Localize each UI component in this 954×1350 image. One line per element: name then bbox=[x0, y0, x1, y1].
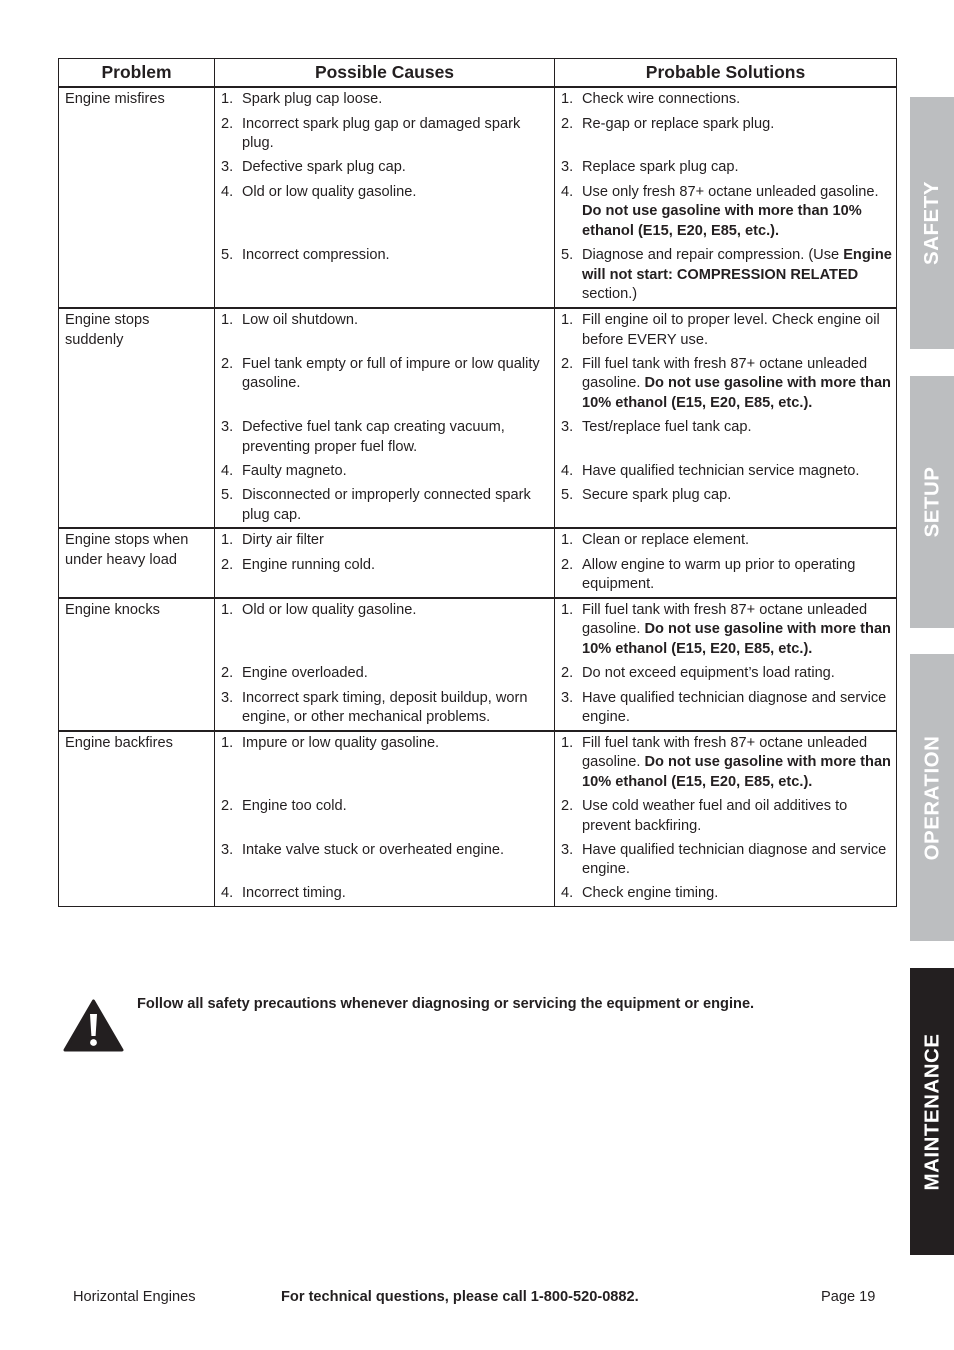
footer-manual-title: Horizontal Engines bbox=[73, 1289, 196, 1305]
causes-cell bbox=[215, 598, 555, 731]
solution-segment: Have qualified technician service magneto. bbox=[582, 462, 860, 479]
table-row bbox=[59, 598, 897, 731]
solutions-cell bbox=[555, 731, 897, 907]
solution-number: 1. bbox=[561, 91, 574, 107]
solution-number: 3. bbox=[561, 159, 574, 175]
cause-text: Defective fuel tank cap creating vacuum, preventing proper fuel flow. bbox=[242, 419, 505, 455]
warning-triangle-icon bbox=[63, 999, 124, 1052]
solution-text bbox=[582, 556, 892, 595]
solution-number: 2. bbox=[561, 115, 574, 132]
cause-text: Engine overloaded. bbox=[242, 665, 368, 681]
solution-text bbox=[582, 246, 892, 305]
solution-segment: Use only fresh 87+ octane unleaded gasoline. bbox=[582, 183, 879, 200]
solution-segment: Fill engine oil to proper level. Check engine oil before EVERY use. bbox=[582, 312, 880, 348]
cause-item bbox=[221, 355, 550, 414]
cause-text: Spark plug cap loose. bbox=[242, 91, 383, 107]
cause-number: 5. bbox=[221, 247, 234, 263]
table-row bbox=[59, 731, 897, 907]
solution-segment: Re-gap or replace spark plug. bbox=[582, 115, 775, 132]
cause-number: 2. bbox=[221, 665, 234, 681]
table-row bbox=[59, 87, 897, 308]
footer-support-phone: For technical questions, please call 1-800-520-0882. bbox=[281, 1289, 639, 1305]
solution-number: 1. bbox=[561, 532, 574, 548]
solution-number: 2. bbox=[561, 665, 574, 681]
cause-text: Engine running cold. bbox=[242, 556, 376, 573]
solution-text bbox=[582, 531, 892, 551]
cause-item bbox=[221, 689, 550, 728]
cause-number: 2. bbox=[221, 556, 234, 573]
solution-item bbox=[561, 115, 892, 154]
solution-text bbox=[582, 841, 892, 880]
problem-cell: Engine stops when under heavy load bbox=[59, 528, 215, 598]
solution-item bbox=[561, 797, 892, 836]
cause-number: 1. bbox=[221, 532, 234, 548]
cause-text: Faulty magneto. bbox=[242, 462, 347, 479]
troubleshooting-table bbox=[58, 58, 897, 907]
solution-item bbox=[561, 90, 892, 110]
cause-number: 3. bbox=[221, 419, 234, 435]
cause-item bbox=[221, 531, 550, 551]
header-possible-causes: Possible Causes bbox=[215, 59, 555, 88]
solution-item bbox=[561, 158, 892, 178]
solution-segment: Have qualified technician diagnose and service engine. bbox=[582, 841, 887, 877]
solution-item bbox=[561, 355, 892, 414]
solution-number: 2. bbox=[561, 798, 574, 814]
cause-text: Dirty air filter bbox=[242, 532, 324, 548]
cause-item bbox=[221, 462, 550, 482]
cause-number: 1. bbox=[221, 312, 234, 328]
tab-safety[interactable] bbox=[910, 97, 954, 349]
tab-label: MAINTENANCE bbox=[920, 1033, 943, 1190]
cause-number: 1. bbox=[221, 734, 234, 751]
solution-text bbox=[582, 158, 892, 178]
solution-item bbox=[561, 246, 892, 305]
cause-text: Disconnected or improperly connected spark plug cap. bbox=[242, 487, 531, 523]
cause-text: Engine too cold. bbox=[242, 798, 347, 814]
problem-cell: Engine knocks bbox=[59, 598, 215, 731]
causes-cell bbox=[215, 308, 555, 528]
cause-item bbox=[221, 311, 550, 350]
table-row bbox=[59, 528, 897, 598]
solution-text bbox=[582, 664, 892, 684]
solution-segment: Fill fuel tank with fresh 87+ octane unleaded gasoline. bbox=[582, 355, 868, 391]
problem-cell: Engine stops suddenly bbox=[59, 308, 215, 528]
solution-number: 4. bbox=[561, 183, 574, 200]
cause-text: Old or low quality gasoline. bbox=[242, 601, 417, 618]
solution-segment: Replace spark plug cap. bbox=[582, 159, 739, 175]
cause-number: 3. bbox=[221, 689, 234, 706]
solution-segment: Have qualified technician diagnose and service engine. bbox=[582, 689, 887, 725]
causes-cell bbox=[215, 87, 555, 308]
cause-item bbox=[221, 115, 550, 154]
solution-number: 2. bbox=[561, 355, 574, 372]
cause-text: Incorrect spark plug gap or damaged spark plug. bbox=[242, 115, 521, 151]
solution-item bbox=[561, 884, 892, 904]
solution-emphasis: Do not use gasoline with more than 10% ethanol (E15, E20, E85, etc.). bbox=[582, 203, 862, 239]
footer-page-number: Page 19 bbox=[821, 1289, 876, 1305]
tab-operation[interactable] bbox=[910, 654, 954, 941]
cause-text: Impure or low quality gasoline. bbox=[242, 734, 440, 751]
solution-number: 3. bbox=[561, 419, 574, 435]
solution-number: 4. bbox=[561, 885, 574, 901]
solution-item bbox=[561, 556, 892, 595]
solution-emphasis: Do not use gasoline with more than 10% ethanol (E15, E20, E85, etc.). bbox=[582, 621, 891, 657]
solution-emphasis: Do not use gasoline with more than 10% ethanol (E15, E20, E85, etc.). bbox=[582, 375, 891, 411]
solution-number: 3. bbox=[561, 689, 574, 706]
solution-item bbox=[561, 841, 892, 880]
solution-text bbox=[582, 462, 892, 482]
solution-text bbox=[582, 797, 892, 836]
solution-segment: Use cold weather fuel and oil additives to prevent backfiring. bbox=[582, 798, 848, 834]
solution-segment: Do not exceed equipment’s load rating. bbox=[582, 665, 835, 681]
cause-number: 3. bbox=[221, 841, 234, 858]
cause-item bbox=[221, 841, 550, 880]
cause-item bbox=[221, 486, 550, 525]
solution-segment: Clean or replace element. bbox=[582, 532, 750, 548]
cause-item bbox=[221, 418, 550, 457]
causes-cell bbox=[215, 731, 555, 907]
problem-cell: Engine backfires bbox=[59, 731, 215, 907]
cause-number: 2. bbox=[221, 798, 234, 814]
solution-segment: Check engine timing. bbox=[582, 885, 719, 901]
cause-number: 4. bbox=[221, 183, 234, 200]
solution-segment: Test/replace fuel tank cap. bbox=[582, 419, 752, 435]
solution-item bbox=[561, 311, 892, 350]
tab-label: SAFETY bbox=[920, 181, 943, 265]
solution-number: 1. bbox=[561, 601, 574, 618]
solution-segment: Fill fuel tank with fresh 87+ octane unleaded gasoline. bbox=[582, 601, 868, 637]
solution-text bbox=[582, 183, 892, 242]
solution-segment: Allow engine to warm up prior to operating equipment. bbox=[582, 556, 856, 592]
solution-emphasis: Do not use gasoline with more than 10% ethanol (E15, E20, E85, etc.). bbox=[582, 754, 891, 790]
solution-text bbox=[582, 689, 892, 728]
solution-item bbox=[561, 601, 892, 660]
cause-item bbox=[221, 90, 550, 110]
solutions-cell bbox=[555, 528, 897, 598]
solution-emphasis: Engine will not start: COMPRESSION RELATED bbox=[582, 247, 892, 283]
solution-text bbox=[582, 418, 892, 457]
cause-item bbox=[221, 246, 550, 305]
solution-number: 5. bbox=[561, 247, 574, 263]
solution-item bbox=[561, 418, 892, 457]
cause-number: 5. bbox=[221, 487, 234, 503]
solution-item bbox=[561, 531, 892, 551]
safety-warning-text: Follow all safety precautions whenever diagnosing or servicing the equipment or engine. bbox=[137, 996, 755, 1012]
solution-text bbox=[582, 311, 892, 350]
solution-number: 3. bbox=[561, 841, 574, 858]
cause-number: 4. bbox=[221, 885, 234, 901]
solution-text bbox=[582, 486, 892, 525]
header-problem: Problem bbox=[59, 59, 215, 88]
tab-label: OPERATION bbox=[920, 735, 944, 860]
solution-item bbox=[561, 462, 892, 482]
solution-number: 2. bbox=[561, 556, 574, 573]
cause-text: Incorrect timing. bbox=[242, 885, 346, 901]
cause-item bbox=[221, 556, 550, 595]
cause-text: Incorrect spark timing, deposit buildup, worn engine, or other mechanical problems. bbox=[242, 689, 528, 725]
solutions-cell bbox=[555, 87, 897, 308]
solution-item bbox=[561, 664, 892, 684]
cause-number: 1. bbox=[221, 601, 234, 618]
cause-number: 1. bbox=[221, 91, 234, 107]
solution-item bbox=[561, 183, 892, 242]
solution-number: 1. bbox=[561, 312, 574, 328]
tab-label: SETUP bbox=[920, 466, 944, 538]
cause-item bbox=[221, 664, 550, 684]
cause-item bbox=[221, 797, 550, 836]
solutions-cell bbox=[555, 598, 897, 731]
cause-number: 4. bbox=[221, 462, 234, 479]
problem-cell: Engine misfires bbox=[59, 87, 215, 308]
cause-text: Intake valve stuck or overheated engine. bbox=[242, 841, 505, 858]
solution-text bbox=[582, 601, 892, 660]
cause-item bbox=[221, 158, 550, 178]
solution-item bbox=[561, 486, 892, 525]
tab-setup[interactable] bbox=[910, 376, 954, 628]
cause-number: 3. bbox=[221, 159, 234, 175]
solution-text bbox=[582, 734, 892, 793]
solution-text bbox=[582, 355, 892, 414]
header-probable-solutions: Probable Solutions bbox=[555, 59, 897, 88]
solution-text bbox=[582, 90, 892, 110]
solution-item bbox=[561, 689, 892, 728]
cause-number: 2. bbox=[221, 355, 234, 372]
cause-item bbox=[221, 734, 550, 793]
solution-segment: Secure spark plug cap. bbox=[582, 487, 732, 503]
cause-item bbox=[221, 884, 550, 904]
solution-segment: Diagnose and repair compression. (Use bbox=[582, 247, 844, 263]
solution-text bbox=[582, 884, 892, 904]
solution-segment: section.) bbox=[582, 286, 638, 302]
tab-maintenance[interactable] bbox=[910, 968, 954, 1255]
cause-text: Low oil shutdown. bbox=[242, 312, 359, 328]
solution-number: 5. bbox=[561, 487, 574, 503]
cause-item bbox=[221, 183, 550, 242]
solutions-cell bbox=[555, 308, 897, 528]
cause-text: Defective spark plug cap. bbox=[242, 159, 406, 175]
solution-number: 1. bbox=[561, 734, 574, 751]
cause-number: 2. bbox=[221, 115, 234, 132]
cause-item bbox=[221, 601, 550, 660]
table-header-row bbox=[59, 59, 897, 88]
cause-text: Fuel tank empty or full of impure or low quality gasoline. bbox=[242, 355, 540, 391]
cause-text: Incorrect compression. bbox=[242, 247, 390, 263]
causes-cell bbox=[215, 528, 555, 598]
solution-item bbox=[561, 734, 892, 793]
solution-segment: Fill fuel tank with fresh 87+ octane unleaded gasoline. bbox=[582, 734, 868, 770]
solution-segment: Check wire connections. bbox=[582, 91, 741, 107]
table-row bbox=[59, 308, 897, 528]
solution-text bbox=[582, 115, 892, 154]
cause-text: Old or low quality gasoline. bbox=[242, 183, 417, 200]
solution-number: 4. bbox=[561, 462, 574, 479]
